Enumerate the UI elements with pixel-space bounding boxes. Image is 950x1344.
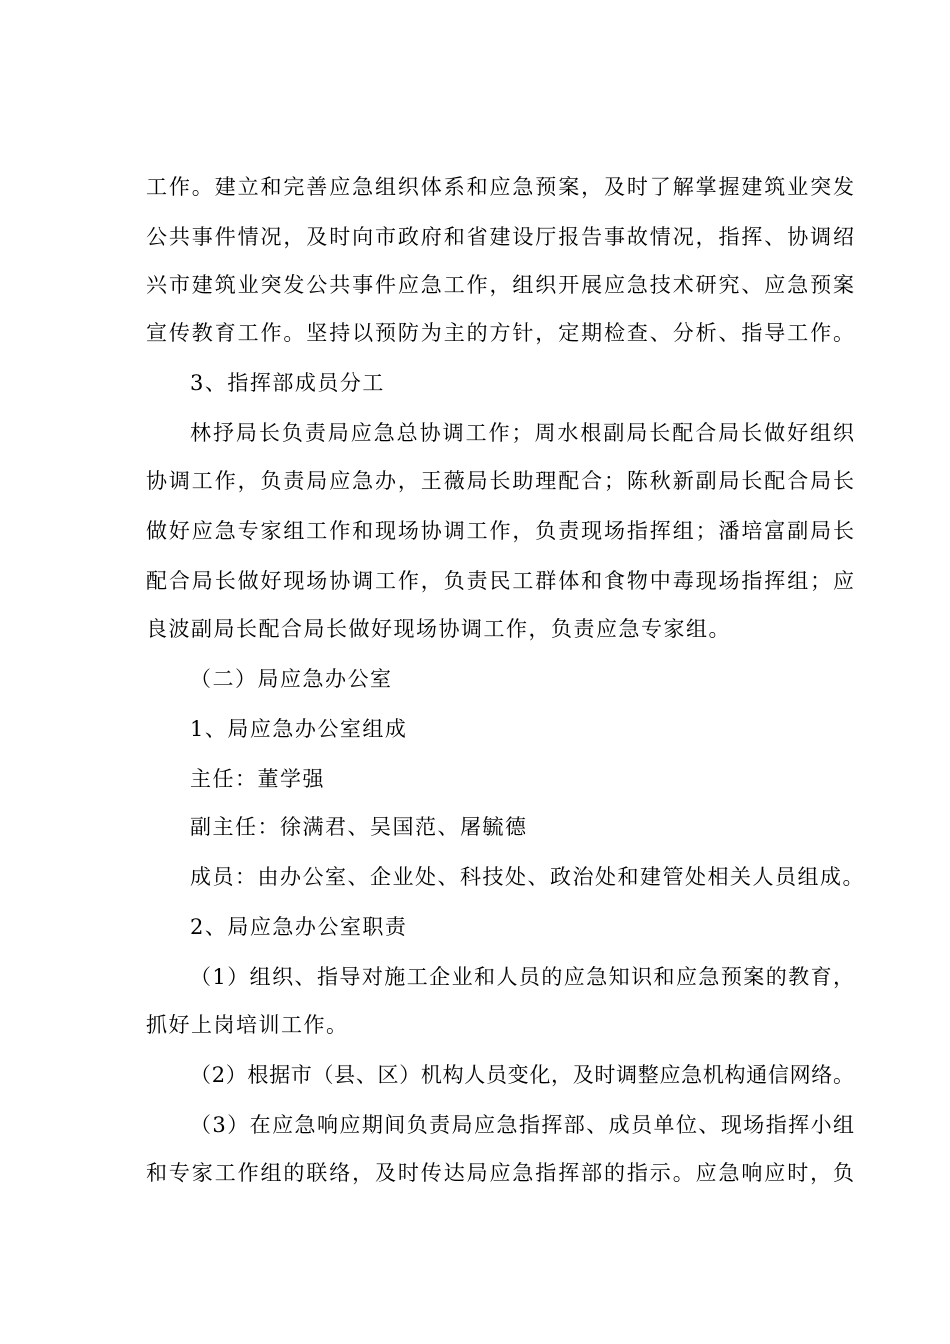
body-text-line: 协调工作，负责局应急办，王薇局长助理配合；陈秋新副局长配合局长 (146, 469, 854, 493)
body-text-line: 宣传教育工作。坚持以预防为主的方针，定期检查、分析、指导工作。 (146, 321, 854, 345)
list-item-line: （1）组织、指导对施工企业和人员的应急知识和应急预案的教育， (190, 965, 854, 989)
director-line: 主任：董学强 (190, 767, 325, 791)
body-text-line: 配合局长做好现场协调工作，负责民工群体和食物中毒现场指挥组；应 (146, 569, 854, 593)
body-text-line: 公共事件情况，及时向市政府和省建设厅报告事故情况，指挥、协调绍 (146, 225, 854, 249)
list-item-line: （2）根据市（县、区）机构人员变化，及时调整应急机构通信网络。 (190, 1063, 854, 1087)
section-heading: 3、指挥部成员分工 (190, 371, 385, 395)
list-item-line: 和专家工作组的联络，及时传达局应急指挥部的指示。应急响应时，负 (146, 1161, 854, 1185)
subsection-heading: 2、局应急办公室职责 (190, 915, 408, 939)
list-item-line: （3）在应急响应期间负责局应急指挥部、成员单位、现场指挥小组 (190, 1113, 854, 1137)
members-line: 成员：由办公室、企业处、科技处、政治处和建管处相关人员组成。 (190, 865, 865, 889)
section-heading: （二）局应急办公室 (190, 667, 393, 691)
body-text-line: 兴市建筑业突发公共事件应急工作，组织开展应急技术研究、应急预案 (146, 273, 854, 297)
body-text-line: 林抒局长负责局应急总协调工作；周水根副局长配合局长做好组织 (190, 421, 854, 445)
body-text-line: 做好应急专家组工作和现场协调工作，负责现场指挥组；潘培富副局长 (146, 519, 854, 543)
list-item-line: 抓好上岗培训工作。 (146, 1013, 349, 1037)
body-text-line: 良波副局长配合局长做好现场协调工作，负责应急专家组。 (146, 617, 731, 641)
body-text-line: 工作。建立和完善应急组织体系和应急预案，及时了解掌握建筑业突发 (146, 175, 854, 199)
subsection-heading: 1、局应急办公室组成 (190, 717, 408, 741)
deputy-director-line: 副主任：徐满君、吴国范、屠毓德 (190, 815, 528, 839)
